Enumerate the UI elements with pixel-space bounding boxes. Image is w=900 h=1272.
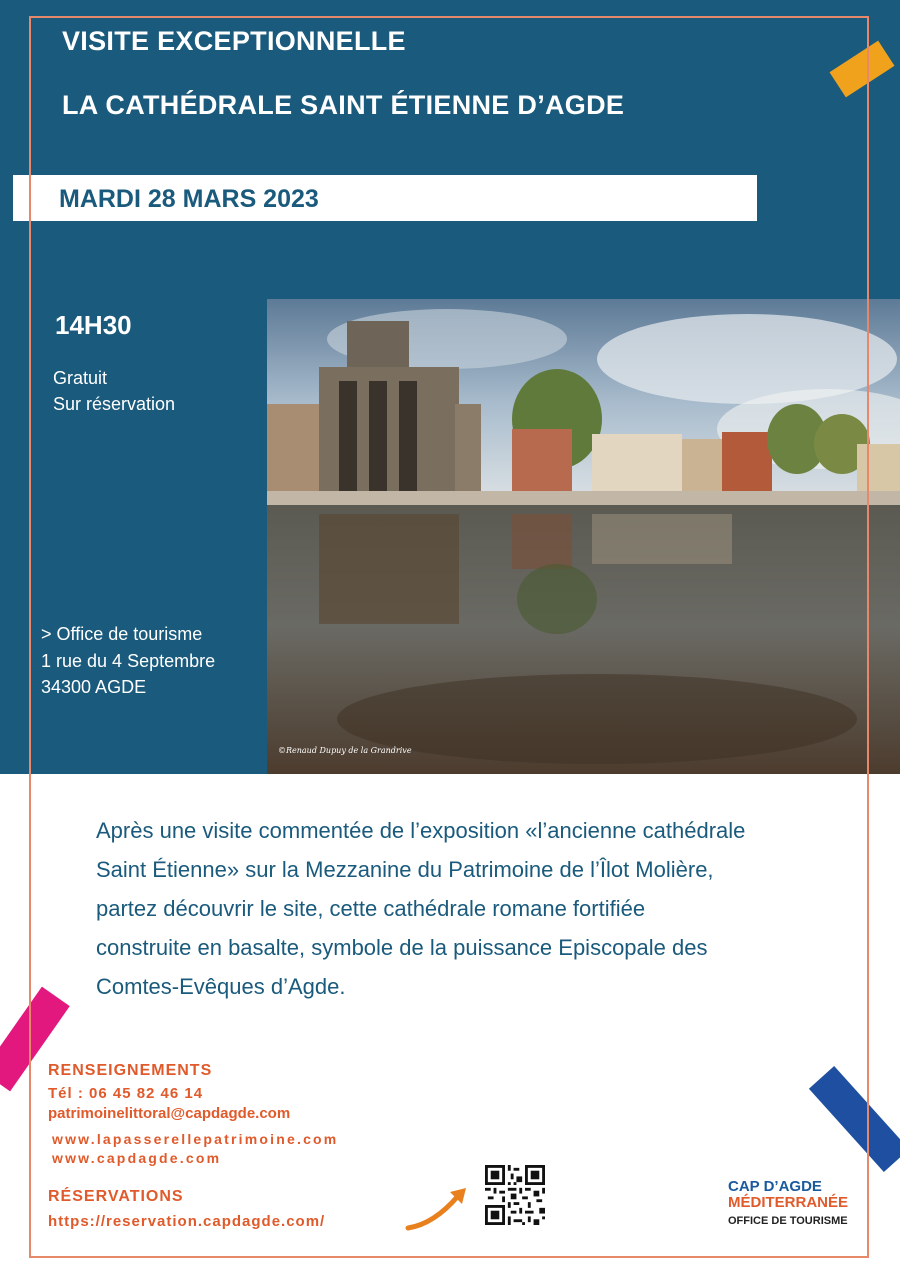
- arrow-icon: [404, 1184, 468, 1232]
- event-price: Gratuit: [53, 368, 108, 388]
- logo-line-2: MÉDITERRANÉE: [728, 1194, 849, 1211]
- event-date: MARDI 28 MARS 2023: [59, 185, 319, 213]
- reservation-link[interactable]: https://reservation.capdagde.com/: [48, 1213, 326, 1230]
- logo-line-3: OFFICE DE TOURISME: [728, 1215, 848, 1227]
- photo-credit: ©Renaud Dupuy de la Grandrive: [278, 746, 412, 755]
- description-line: partez découvrir le site, cette cathédrale romane fortifiée: [96, 896, 646, 921]
- description-line: construite en basalte, symbole de la puissance Episcopale des: [96, 935, 708, 960]
- event-description: [96, 811, 856, 1006]
- description-line: Après une visite commentée de l’exposition «l’ancienne cathédrale: [96, 818, 746, 843]
- description-line: Comtes-Evêques d’Agde.: [96, 974, 346, 999]
- website-link-capdagde[interactable]: www.capdagde.com: [52, 1150, 222, 1166]
- logo-line-1: CAP D’AGDE: [728, 1178, 822, 1195]
- event-kicker: VISITE EXCEPTIONNELLE: [62, 26, 406, 56]
- event-time: 14H30: [55, 310, 132, 340]
- qr-code[interactable]: [485, 1165, 545, 1225]
- reservations-heading: RÉSERVATIONS: [48, 1188, 184, 1205]
- event-title: LA CATHÉDRALE SAINT ÉTIENNE D’AGDE: [62, 90, 625, 120]
- description-line: Saint Étienne» sur la Mezzanine du Patrimoine de l’Îlot Molière,: [96, 857, 714, 882]
- booking-note: Sur réservation: [53, 394, 176, 414]
- contact-email[interactable]: patrimoinelittoral@capdagde.com: [48, 1105, 291, 1122]
- address-line-3: 34300 AGDE: [41, 677, 147, 697]
- contact-heading: RENSEIGNEMENTS: [48, 1062, 213, 1079]
- address-line-1: > Office de tourisme: [41, 624, 203, 644]
- contact-phone[interactable]: Tél : 06 45 82 46 14: [48, 1085, 204, 1102]
- website-link-passerelle[interactable]: www.lapasserellepatrimoine.com: [52, 1131, 339, 1147]
- address-line-2: 1 rue du 4 Septembre: [41, 651, 216, 671]
